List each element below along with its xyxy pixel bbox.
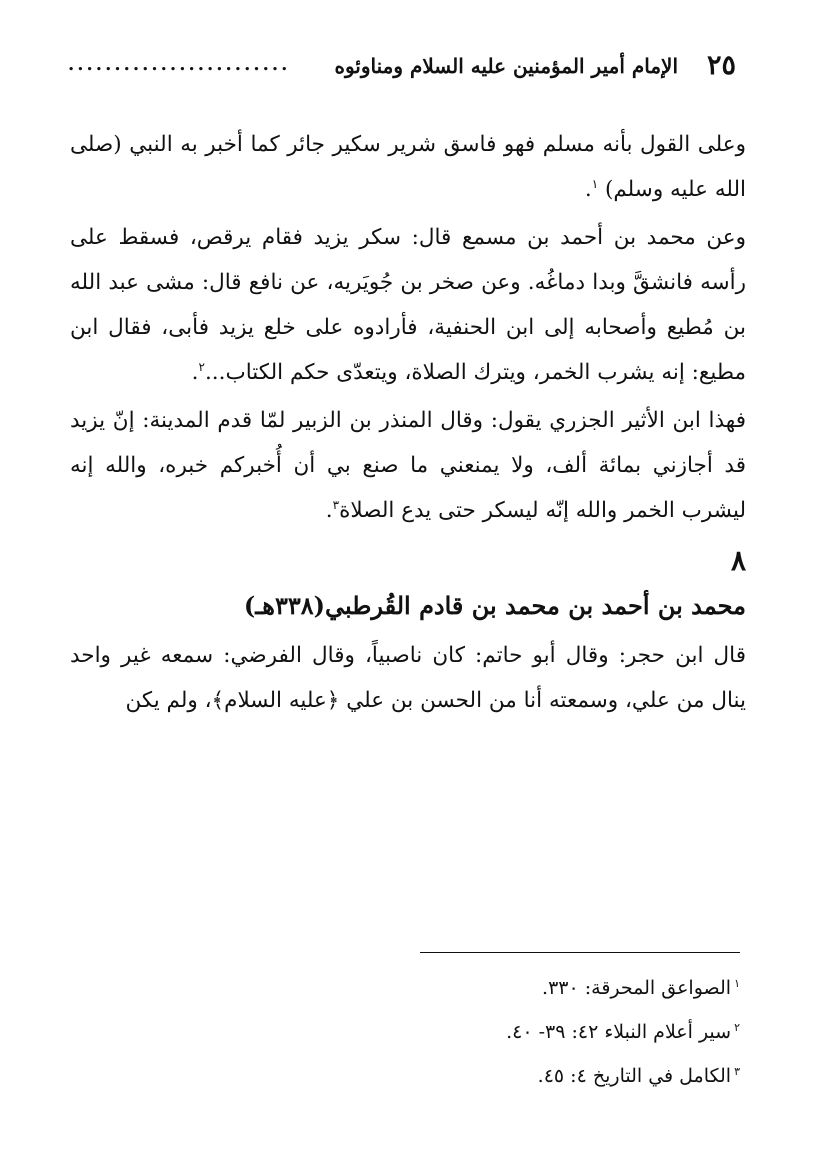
paragraph-end: .: [325, 498, 333, 523]
footnote-item: [300, 1054, 740, 1098]
paragraph-text: وعن محمد بن أحمد بن مسمع قال: سكر يزيد فقام يرقص، فسقط على رأسه فانشقَّ وبدا دماغُه. وعن صخر بن جُويَريه، عن نافع قال: مشى عبد الله بن مُطيع وأصحابه إلى ابن الحنفية، فأرادوه على خلع يزيد فأبى، فقال ابن مطيع: إنه يشرب الخمر، ويترك الصلاة، ويتعدّى حكم الكتاب...: [70, 225, 746, 385]
footnote-number: ٢: [734, 1020, 740, 1034]
footnote-text: الصواعق المحرقة: ٣٣٠.: [542, 977, 732, 999]
paragraph-end: .: [191, 360, 199, 385]
page-header: [68, 48, 748, 88]
footnote-reference[interactable]: ٢: [198, 359, 205, 374]
section-heading: محمد بن أحمد بن محمد بن قادم القُرطبي(٣٣٨هـ): [243, 591, 746, 620]
running-title: الإمام أمير المؤمنين عليه السلام ومناوئوه: [334, 54, 678, 78]
footnote-text: الكامل في التاريخ ٤: ٤٥.: [537, 1065, 732, 1087]
footnote-number: ١: [734, 976, 740, 990]
page-number: ٢٥: [706, 50, 736, 81]
footnote-number: ٣: [734, 1064, 740, 1078]
header-leader-dots: ........................: [68, 54, 291, 75]
footnote-divider: [420, 952, 740, 953]
paragraph-end: .: [584, 177, 592, 202]
paragraph-text: فهذا ابن الأثير الجزري يقول: وقال المنذر بن الزبير لمّا قدم المدينة: إنّ يزيد قد أجازني بمائة ألف، ولا يمنعني ما صنع بي أن أُخبركم خبره، والله إنه ليشرب الخمر والله إنّه ليسكر حتى يدع الصلاة: [70, 408, 746, 523]
footnote-reference[interactable]: ٣: [332, 497, 340, 512]
section-number: ٨: [730, 544, 746, 577]
paragraph: [70, 215, 746, 395]
main-text: [70, 122, 746, 723]
footnote-item: [300, 1010, 740, 1054]
footnote-text: سير أعلام النبلاء ٤٢: ٣٩- ٤٠.: [506, 1021, 732, 1043]
paragraph-text: وعلى القول بأنه مسلم فهو فاسق شرير سكير جائر كما أخبر به النبي (صلى الله عليه وسلم): [70, 132, 746, 202]
footnote-item: [300, 966, 740, 1010]
paragraph: [70, 398, 746, 533]
section-paragraph: قال ابن حجر: وقال أبو حاتم: كان ناصبياً، وقال الفرضي: سمعه غير واحد ينال من علي، وسمعته أنا من الحسن بن علي ﴿عليه السلام﴾، ولم يكن: [70, 643, 746, 713]
footnote-reference[interactable]: ١: [591, 176, 599, 191]
paragraph: [70, 122, 746, 212]
footnotes: [300, 966, 740, 1098]
